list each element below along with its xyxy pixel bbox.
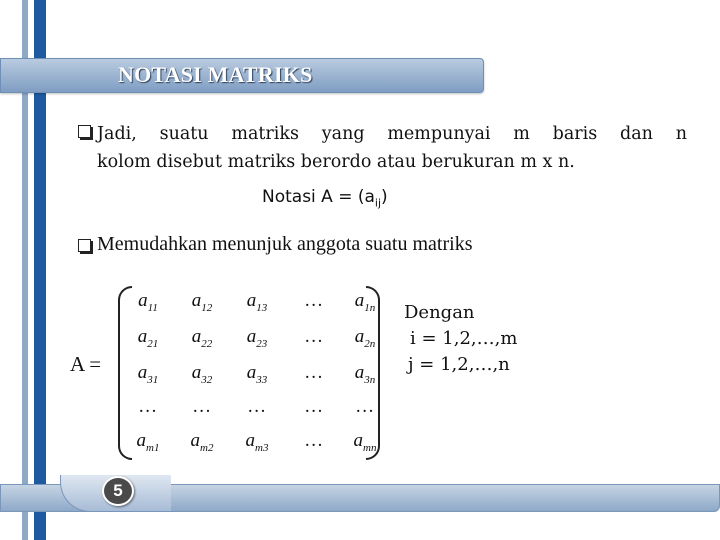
matrix-entry: $a_{23}$ [246, 326, 268, 350]
notation-prefix: Notasi A = (a [262, 187, 375, 207]
definition-line-1: Jadi, suatu matriks yang mempunyai m baris dan n [97, 124, 687, 144]
matrix-entry: … [305, 290, 323, 311]
matrix-entry: … [305, 326, 323, 347]
matrix-entry: $a_{21}$ [137, 326, 159, 350]
matrix-entry: $a_{22}$ [191, 326, 213, 350]
matrix-entry: … [193, 396, 211, 417]
bullet-purpose: Memudahkan menunjuk anggota suatu matriks [97, 233, 473, 255]
with-label: Dengan [404, 302, 475, 323]
notation-suffix: ) [381, 187, 388, 207]
slide-title: NOTASI MATRIKS [118, 62, 313, 87]
i-range: i = 1,2,…,m [410, 328, 518, 349]
notation-formula [262, 187, 388, 209]
matrix-entry: … [356, 396, 374, 417]
matrix-name: A = [70, 352, 102, 376]
bullet-box-icon [78, 239, 91, 252]
page-number: 5 [102, 476, 134, 506]
matrix-entry: … [305, 396, 323, 417]
matrix-entry: $a_{31}$ [137, 362, 159, 386]
matrix-entry: $a_{11}$ [138, 290, 158, 314]
matrix-entry: $a_{33}$ [246, 362, 268, 386]
matrix-entry: $a_{m2}$ [190, 430, 214, 454]
matrix-entry: $a_{m1}$ [136, 430, 160, 454]
matrix-entry: $a_{m3}$ [245, 430, 269, 454]
matrix-entry: … [305, 362, 323, 383]
matrix-entry: … [305, 430, 323, 451]
matrix-entry: … [139, 396, 157, 417]
general-matrix [118, 284, 380, 460]
matrix-entry: $a_{1n}$ [354, 290, 376, 314]
definition-line-2: kolom disebut matriks berordo atau berukuran m x n. [97, 152, 575, 172]
matrix-entry: $a_{2n}$ [354, 326, 376, 350]
matrix-entry: $a_{3n}$ [354, 362, 376, 386]
bullet-definition [97, 120, 687, 176]
matrix-entry: $a_{32}$ [191, 362, 213, 386]
matrix-entry: … [248, 396, 266, 417]
notation-subscript: ij [374, 196, 382, 210]
bullet-box-icon [78, 125, 91, 138]
matrix-entry: $a_{13}$ [246, 290, 268, 314]
j-range: j = 1,2,…,n [408, 354, 510, 375]
matrix-entry: $a_{mn}$ [353, 430, 377, 454]
matrix-entry: $a_{12}$ [191, 290, 213, 314]
index-ranges [404, 300, 517, 378]
